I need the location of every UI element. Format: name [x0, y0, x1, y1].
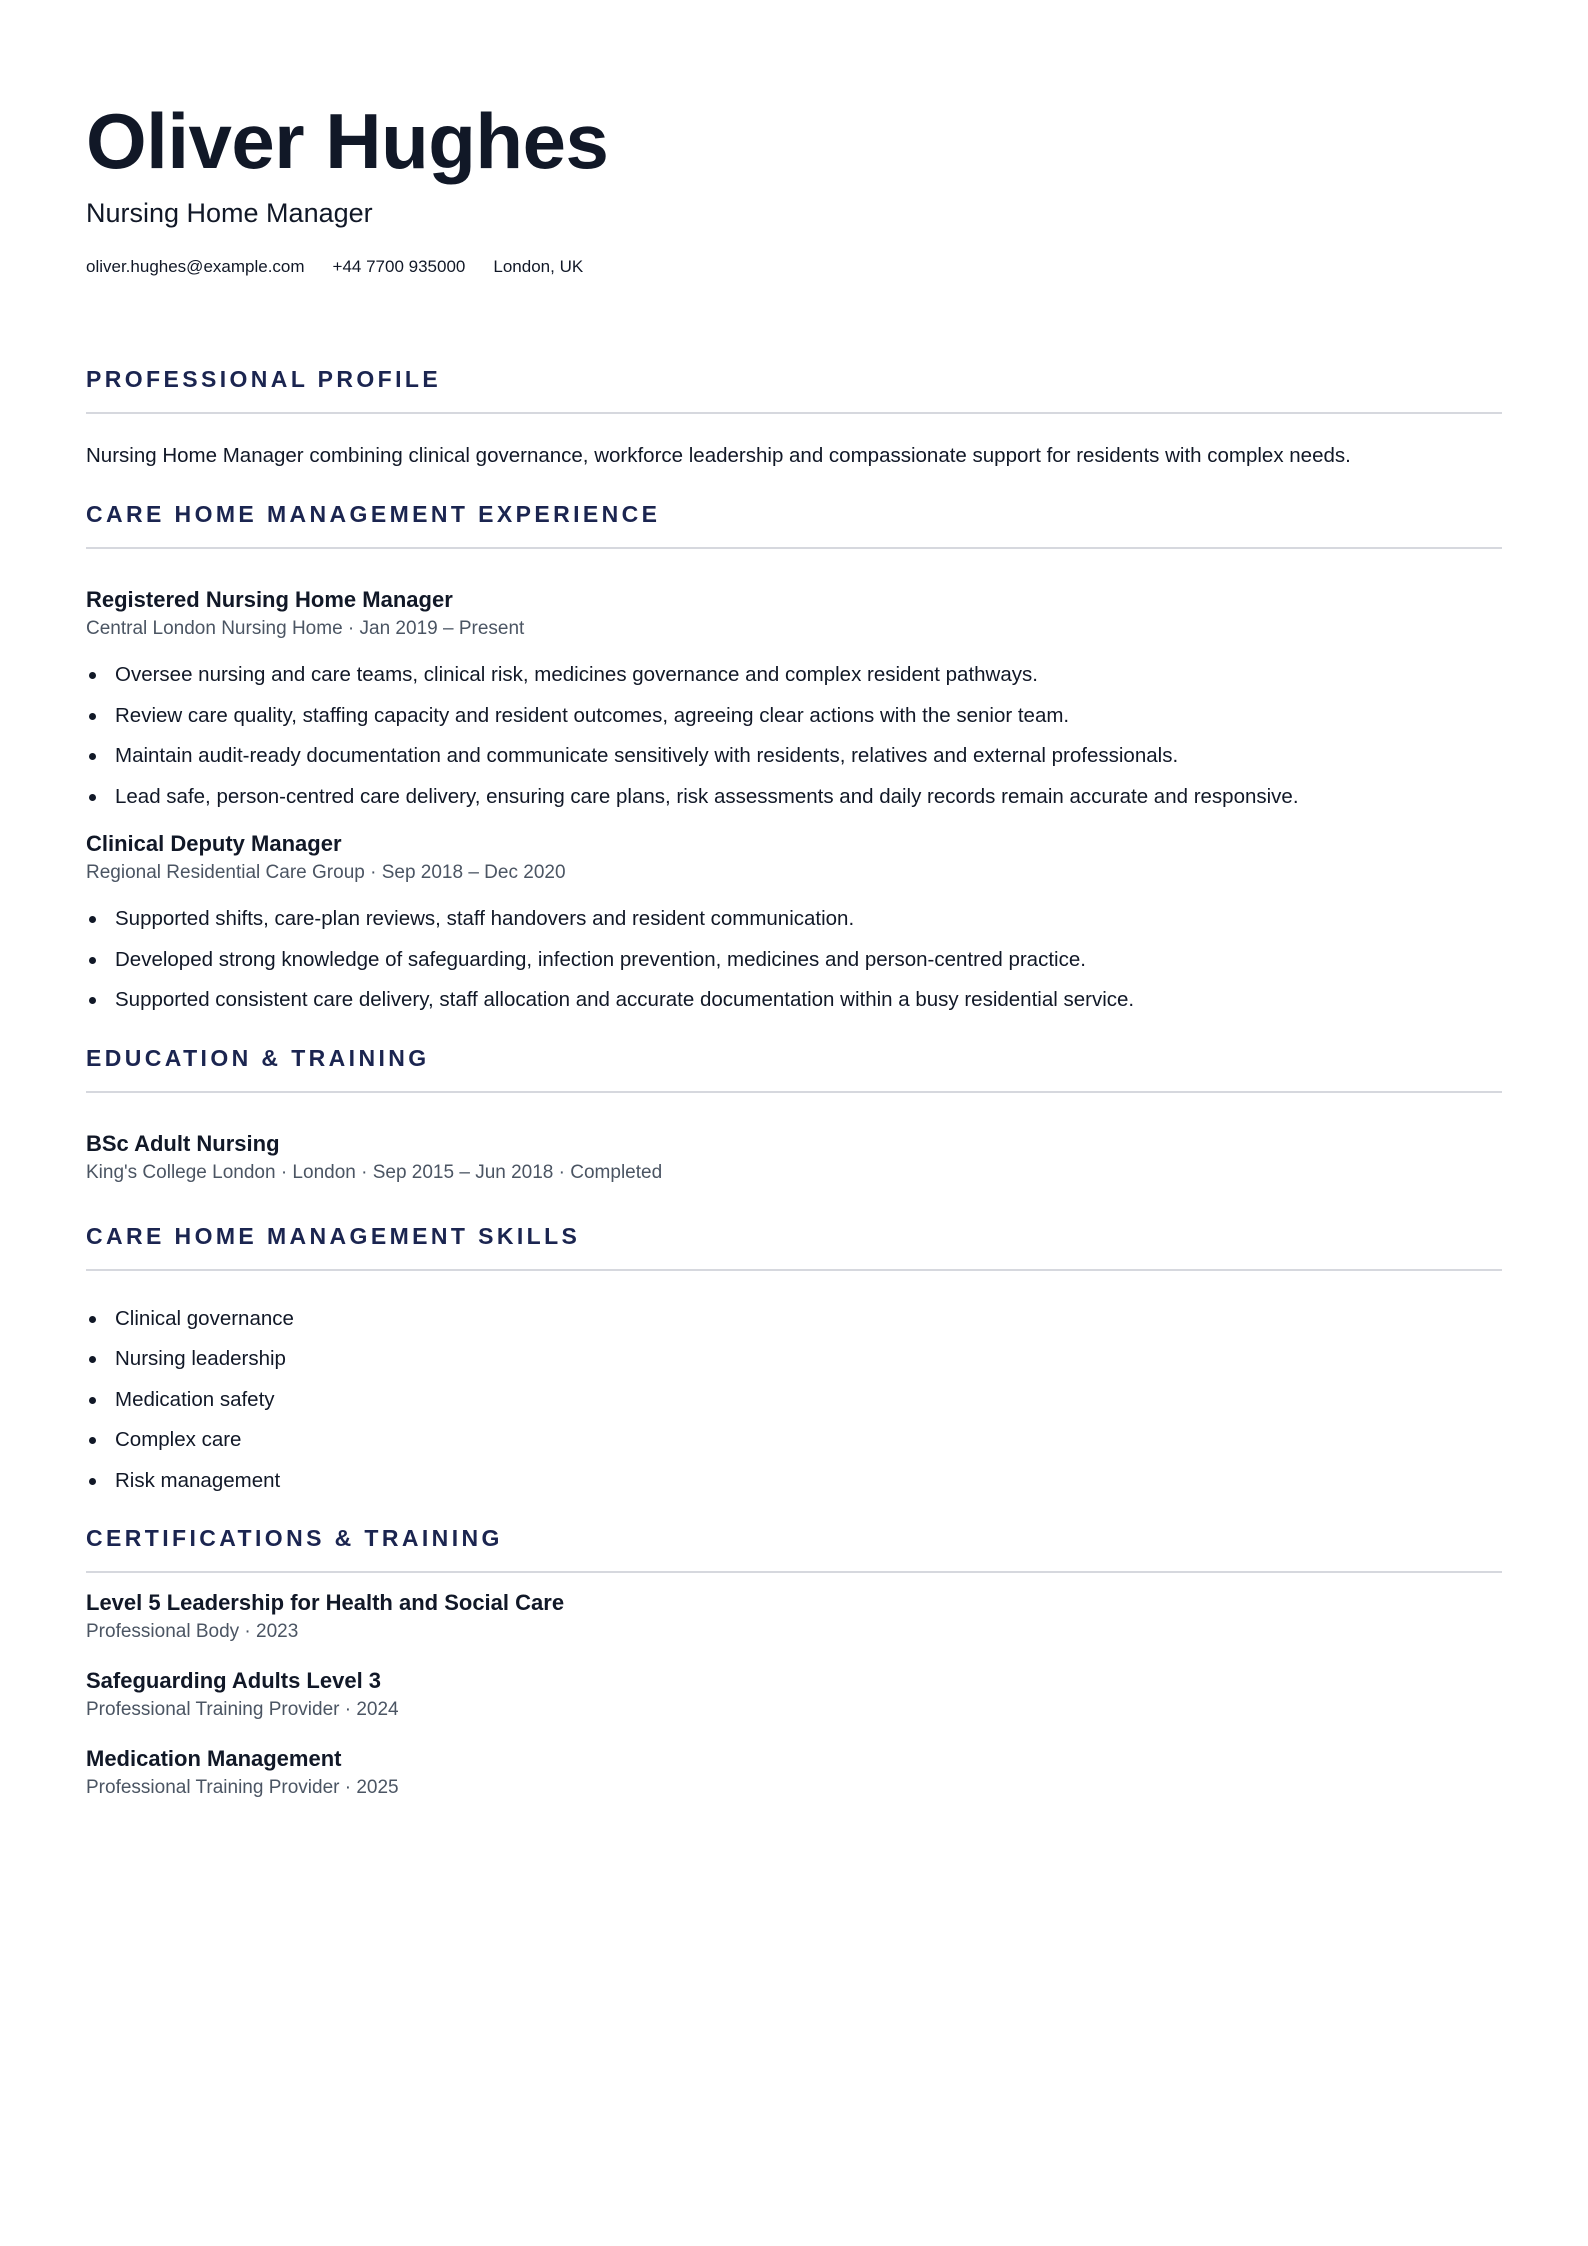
section-divider [86, 1091, 1502, 1093]
section-heading-education: EDUCATION & TRAINING [86, 1044, 430, 1071]
section-certifications [86, 1523, 1502, 1801]
job-meta: Central London Nursing Home · Jan 2019 – Present [86, 618, 525, 639]
skill-item: Clinical governance [86, 1299, 1502, 1340]
skill-item: Risk management [86, 1461, 1502, 1502]
certification-entry [86, 1666, 1502, 1723]
certification-title: Medication Management [86, 1746, 342, 1771]
education-entry [86, 1129, 1502, 1186]
job-entry [86, 829, 1502, 1021]
section-divider [86, 547, 1502, 549]
section-heading-certifications: CERTIFICATIONS & TRAINING [86, 1525, 503, 1551]
skill-item: Complex care [86, 1420, 1502, 1461]
contact-line [86, 256, 1502, 278]
job-entry [86, 585, 1502, 817]
section-divider [86, 1269, 1502, 1271]
certification-meta: Professional Training Provider · 2024 [86, 1699, 399, 1720]
certification-meta: Professional Body · 2023 [86, 1621, 299, 1642]
certification-entry [86, 1744, 1502, 1801]
section-skills [86, 1221, 1502, 1502]
education-title: BSc Adult Nursing [86, 1130, 280, 1156]
candidate-title: Nursing Home Manager [86, 198, 373, 228]
skills-list [86, 1299, 1502, 1502]
section-divider [86, 1571, 1502, 1573]
job-bullet: Oversee nursing and care teams, clinical risk, medicines governance and complex resident pathways. [86, 655, 1502, 696]
job-title: Clinical Deputy Manager [86, 831, 342, 856]
certification-title: Safeguarding Adults Level 3 [86, 1668, 382, 1693]
job-meta: Regional Residential Care Group · Sep 2018 – Dec 2020 [86, 862, 566, 883]
contact-location: London, UK [493, 257, 584, 276]
certification-entry [86, 1588, 1502, 1645]
job-bullet: Maintain audit-ready documentation and communicate sensitively with residents, relatives and external professionals. [86, 736, 1502, 777]
job-bullets [86, 655, 1502, 817]
job-bullet: Developed strong knowledge of safeguarding, infection prevention, medicines and person-centred practice. [86, 940, 1502, 981]
certification-title: Level 5 Leadership for Health and Social Care [86, 1590, 565, 1615]
section-heading-experience: CARE HOME MANAGEMENT EXPERIENCE [86, 501, 661, 527]
skill-item: Medication safety [86, 1380, 1502, 1421]
certification-meta: Professional Training Provider · 2025 [86, 1777, 399, 1798]
job-bullet: Review care quality, staffing capacity and resident outcomes, agreeing clear actions with the senior team. [86, 696, 1502, 737]
job-bullet: Supported shifts, care-plan reviews, staff handovers and resident communication. [86, 899, 1502, 940]
education-meta: King's College London · London · Sep 2015 – Jun 2018 · Completed [86, 1161, 663, 1183]
resume-header [86, 96, 1502, 278]
section-heading-profile: PROFESSIONAL PROFILE [86, 366, 442, 392]
section-divider [86, 412, 1502, 414]
contact-phone: +44 7700 935000 [332, 257, 466, 276]
job-bullet: Lead safe, person-centred care delivery, ensuring care plans, risk assessments and daily records remain accurate and responsive. [86, 777, 1502, 818]
section-education [86, 1043, 1502, 1186]
profile-summary: Nursing Home Manager combining clinical governance, workforce leadership and compassionate support for residents with complex needs. [86, 444, 1351, 467]
contact-email: oliver.hughes@example.com [86, 257, 305, 276]
candidate-name: Oliver Hughes [86, 97, 609, 185]
section-profile [86, 364, 1502, 470]
section-experience [86, 499, 1502, 1021]
skill-item: Nursing leadership [86, 1339, 1502, 1380]
section-heading-skills: CARE HOME MANAGEMENT SKILLS [86, 1222, 581, 1249]
job-bullets [86, 899, 1502, 1021]
job-title: Registered Nursing Home Manager [86, 587, 453, 612]
job-bullet: Supported consistent care delivery, staff allocation and accurate documentation within a busy residential service. [86, 980, 1502, 1021]
